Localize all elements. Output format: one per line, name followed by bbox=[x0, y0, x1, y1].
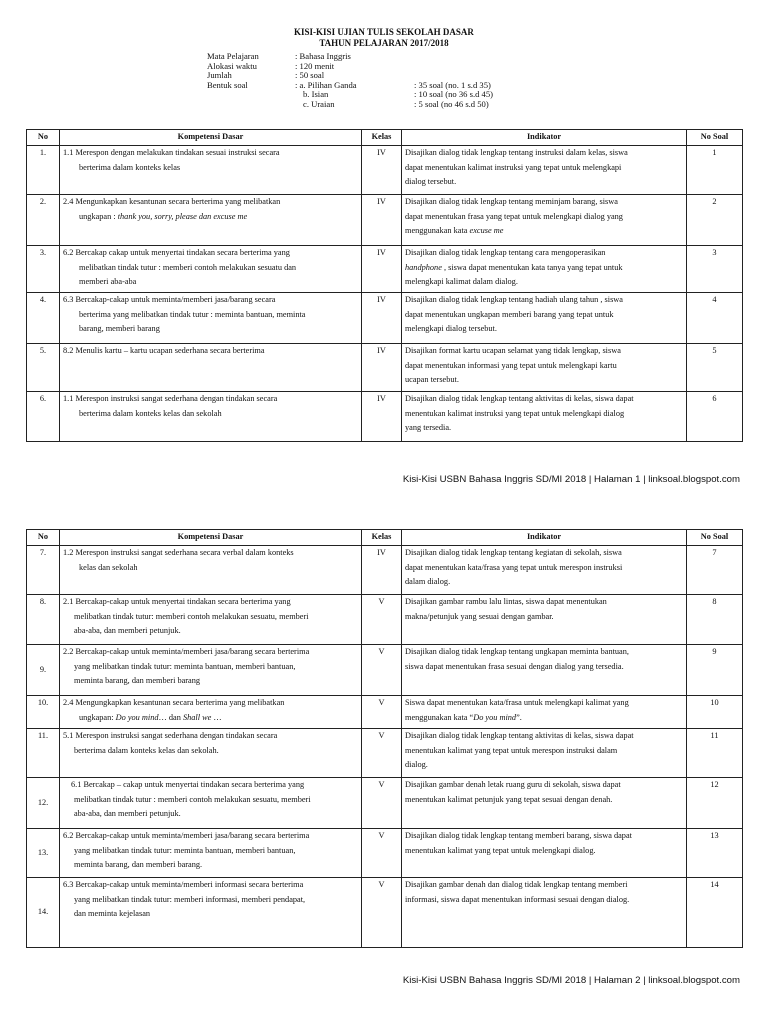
kd-line: 2.2 Bercakap-cakap untuk meminta/memberi jasa/barang secara berterima bbox=[63, 647, 310, 656]
kd-line: kelas dan sekolah bbox=[79, 562, 138, 572]
row-indikator bbox=[402, 729, 687, 778]
ind-line: informasi, siswa dapat menentukan informasi sesuai dengan dialog. bbox=[405, 894, 630, 904]
table-row bbox=[27, 778, 743, 829]
row-no: 3. bbox=[27, 246, 60, 293]
row-no: 12. bbox=[27, 778, 60, 829]
kd-line: melibatkan tindak tutur : memberi contoh melakukan sesuatu, memberi bbox=[74, 794, 311, 804]
ind-italic-text: handphone bbox=[405, 262, 442, 272]
kd-italic-text: thank you, sorry, please dan excuse me bbox=[117, 211, 248, 221]
row-kompetensi bbox=[60, 729, 362, 778]
kd-line: meminta barang, dan memberi barang. bbox=[74, 860, 203, 870]
row-indikator bbox=[402, 778, 687, 829]
jumlah-value: : 50 soal bbox=[295, 70, 325, 81]
ind-line bbox=[405, 261, 683, 276]
kisi-table-page-1 bbox=[26, 129, 743, 442]
row-indikator bbox=[402, 344, 687, 392]
row-kompetensi bbox=[60, 392, 362, 442]
row-no: 2. bbox=[27, 195, 60, 246]
row-kelas: V bbox=[362, 878, 402, 948]
row-no-soal: 14 bbox=[687, 878, 743, 948]
ind-line: ucapan tersebut. bbox=[405, 375, 459, 385]
ind-line: dapat menentukan frasa yang tepat untuk melengkapi dialog yang bbox=[405, 211, 623, 221]
row-kelas: V bbox=[362, 729, 402, 778]
table-row bbox=[27, 546, 743, 595]
row-no: 11. bbox=[27, 729, 60, 778]
row-no-soal: 7 bbox=[687, 546, 743, 595]
ind-line: Disajikan dialog tidak lengkap tentang cara mengoperasikan bbox=[405, 248, 606, 257]
row-indikator bbox=[402, 696, 687, 729]
ind-line bbox=[405, 711, 683, 726]
kd-line: 2.4 Mengunkapkan kesantunan secara berterima yang melibatkan bbox=[63, 197, 281, 206]
row-kompetensi bbox=[60, 829, 362, 878]
col-header-indikator: Indikator bbox=[402, 530, 687, 546]
ind-line: Disajikan gambar rambu lalu lintas, siswa dapat menentukan bbox=[405, 597, 607, 606]
ind-line: melengkapi kalimat dalam dialog. bbox=[405, 277, 518, 287]
ind-line: dalam dialog. bbox=[405, 577, 451, 587]
row-no-soal: 11 bbox=[687, 729, 743, 778]
ind-line: Disajikan dialog tidak lengkap tentang aktivitas di kelas, siswa dapat bbox=[405, 394, 634, 403]
ind-line: siswa dapat menentukan frasa sesuai dengan dialog yang tersedia. bbox=[405, 661, 624, 671]
row-indikator bbox=[402, 246, 687, 293]
col-header-no: No bbox=[27, 530, 60, 546]
kd-line: 6.3 Bercakap-cakap untuk meminta/memberi informasi secara berterima bbox=[63, 880, 304, 889]
col-header-kd: Kompetensi Dasar bbox=[60, 530, 362, 546]
row-indikator bbox=[402, 595, 687, 645]
row-no: 9. bbox=[27, 645, 60, 696]
kd-line: 1.1 Merespon dengan melakukan tindakan sesuai instruksi secara bbox=[63, 148, 280, 157]
table-row bbox=[27, 195, 743, 246]
row-indikator bbox=[402, 146, 687, 195]
kd-line bbox=[63, 210, 358, 225]
kd-line bbox=[63, 711, 358, 726]
ind-text: menggunakan kata “ bbox=[405, 712, 474, 722]
table-header-row bbox=[27, 530, 743, 546]
ind-line: Disajikan dialog tidak lengkap tentang aktivitas di kelas, siswa dapat bbox=[405, 731, 634, 740]
ind-italic-text: excuse me bbox=[469, 226, 504, 236]
kd-line: 8.2 Menulis kartu – kartu ucapan sederhana secara berterima bbox=[63, 346, 265, 355]
row-kelas: V bbox=[362, 829, 402, 878]
kd-line: 6.1 Bercakap – cakap untuk menyertai tindakan secara berterima yang bbox=[71, 780, 305, 789]
bentuk-c-count: : 5 soal (no 46 s.d 50) bbox=[414, 98, 489, 109]
ind-line: dialog tersebut. bbox=[405, 177, 457, 187]
row-kelas: V bbox=[362, 696, 402, 729]
ind-text: menggunakan kata bbox=[405, 226, 470, 236]
table-header-row bbox=[27, 130, 743, 146]
row-no: 7. bbox=[27, 546, 60, 595]
row-no-soal: 5 bbox=[687, 344, 743, 392]
col-header-no: No bbox=[27, 130, 60, 146]
row-no: 1. bbox=[27, 146, 60, 195]
kd-line: 6.2 Bercakap cakap untuk menyertai tindakan secara berterima yang bbox=[63, 248, 290, 257]
row-indikator bbox=[402, 195, 687, 246]
table-row bbox=[27, 729, 743, 778]
row-no: 8. bbox=[27, 595, 60, 645]
kd-text: … bbox=[211, 712, 222, 722]
col-header-kd: Kompetensi Dasar bbox=[60, 130, 362, 146]
kd-line: berterima dalam konteks kelas dan sekolah. bbox=[74, 745, 219, 755]
page-footer-1: Kisi-Kisi USBN Bahasa Inggris SD/MI 2018 | Halaman 1 | linksoal.blogspot.com bbox=[402, 474, 740, 485]
kd-italic-text: Shall we bbox=[182, 712, 212, 722]
kd-line: berterima yang melibatkan tindak tutur : meminta bantuan, meminta bbox=[79, 309, 306, 319]
row-no-soal: 2 bbox=[687, 195, 743, 246]
row-no-soal: 8 bbox=[687, 595, 743, 645]
col-header-no-soal: No Soal bbox=[687, 530, 743, 546]
kd-text: ungkapan : bbox=[79, 211, 118, 221]
bentuk-b-count: : 10 soal (no 36 s.d 45) bbox=[414, 89, 494, 100]
ind-line: menentukan kalimat yang tepat untuk merespon instruksi dalam bbox=[405, 745, 618, 755]
row-indikator bbox=[402, 829, 687, 878]
row-kompetensi bbox=[60, 546, 362, 595]
ind-line: menentukan kalimat instruksi yang tepat untuk melengkapi dialog bbox=[405, 408, 625, 418]
kd-text: ungkapan: bbox=[79, 712, 116, 722]
kd-line: melibatkan tindak tutur : memberi contoh melakukan sesuatu dan bbox=[79, 262, 297, 272]
row-kompetensi bbox=[60, 645, 362, 696]
table-row bbox=[27, 246, 743, 293]
kd-line: dan meminta kejelasan bbox=[74, 909, 151, 919]
row-kelas: IV bbox=[362, 546, 402, 595]
row-kompetensi bbox=[60, 195, 362, 246]
bentuk-label: Bentuk soal bbox=[207, 79, 248, 90]
ind-line: dapat menentukan informasi yang tepat untuk melengkapi kartu bbox=[405, 360, 617, 370]
bentuk-a: : a. Pilihan Ganda bbox=[295, 79, 357, 90]
exam-meta bbox=[207, 52, 547, 110]
row-no-soal: 13 bbox=[687, 829, 743, 878]
alokasi-value: : 120 menit bbox=[295, 60, 335, 71]
ind-line: makna/petunjuk yang sesuai dengan gambar. bbox=[405, 611, 554, 621]
kd-line: 5.1 Merespon instruksi sangat sederhana dengan tindakan secara bbox=[63, 731, 278, 740]
row-kompetensi bbox=[60, 595, 362, 645]
document-subtitle: TAHUN PELAJARAN 2017/2018 bbox=[319, 38, 449, 48]
row-no-soal: 6 bbox=[687, 392, 743, 442]
row-no: 6. bbox=[27, 392, 60, 442]
ind-line: Disajikan dialog tidak lengkap tentang instruksi dalam kelas, siswa bbox=[405, 148, 628, 157]
ind-line: yang tersedia. bbox=[405, 423, 452, 433]
kd-line: 6.2 Bercakap-cakap untuk meminta/memberi jasa/barang secara berterima bbox=[63, 831, 310, 840]
document-header bbox=[0, 27, 768, 49]
kd-line: yang melibatkan tindak tutur: meminta bantuan, memberi bantuan, bbox=[74, 661, 296, 671]
kd-line: 2.4 Mengungkapkan kesantunan secara berterima yang melibatkan bbox=[63, 698, 285, 707]
row-kelas: IV bbox=[362, 344, 402, 392]
col-header-kelas: Kelas bbox=[362, 130, 402, 146]
document-title: KISI-KISI UJIAN TULIS SEKOLAH DASAR bbox=[294, 27, 474, 37]
row-no-soal: 3 bbox=[687, 246, 743, 293]
kd-line: 1.1 Merespon instruksi sangat sederhana dengan tindakan secara bbox=[63, 394, 278, 403]
ind-line: Disajikan dialog tidak lengkap tentang meminjam barang, siswa bbox=[405, 197, 618, 206]
kd-line: barang, memberi barang bbox=[79, 324, 160, 334]
row-indikator bbox=[402, 392, 687, 442]
kd-line: 6.3 Bercakap-cakap untuk meminta/memberi jasa/barang secara bbox=[63, 295, 276, 304]
row-no: 13. bbox=[27, 829, 60, 878]
kd-line: aba-aba, dan memberi petunjuk. bbox=[74, 809, 181, 819]
table-row bbox=[27, 878, 743, 948]
row-indikator bbox=[402, 293, 687, 344]
kd-line: aba-aba, dan memberi petunjuk. bbox=[74, 626, 181, 636]
ind-line: Disajikan dialog tidak lengkap tentang memberi barang, siswa dapat bbox=[405, 831, 632, 840]
kd-italic-text: Do you mind bbox=[115, 712, 159, 722]
row-kelas: IV bbox=[362, 146, 402, 195]
col-header-no-soal: No Soal bbox=[687, 130, 743, 146]
ind-line: Disajikan dialog tidak lengkap tentang hadiah ulang tahun , siswa bbox=[405, 295, 623, 304]
row-indikator bbox=[402, 878, 687, 948]
row-kompetensi bbox=[60, 696, 362, 729]
row-kompetensi bbox=[60, 778, 362, 829]
row-no: 14. bbox=[27, 878, 60, 948]
mapel-label: Mata Pelajaran bbox=[207, 51, 259, 61]
bentuk-c: c. Uraian bbox=[303, 98, 335, 109]
ind-line: Disajikan gambar denah dan dialog tidak lengkap tentang memberi bbox=[405, 880, 628, 889]
kd-line: berterima dalam konteks kelas bbox=[79, 162, 181, 172]
row-kompetensi bbox=[60, 246, 362, 293]
jumlah-label: Jumlah bbox=[207, 70, 232, 81]
ind-line bbox=[405, 224, 683, 239]
col-header-kelas: Kelas bbox=[362, 530, 402, 546]
table-row bbox=[27, 829, 743, 878]
mapel-value: : Bahasa Inggris bbox=[295, 51, 351, 61]
ind-line: Siswa dapat menentukan kata/frasa untuk melengkapi kalimat yang bbox=[405, 698, 629, 707]
row-kelas: V bbox=[362, 645, 402, 696]
row-kelas: V bbox=[362, 778, 402, 829]
kd-line: yang melibatkan tindak tutur: memberi informasi, memberi pendapat, bbox=[74, 894, 306, 904]
row-no-soal: 4 bbox=[687, 293, 743, 344]
row-no-soal: 10 bbox=[687, 696, 743, 729]
table-row bbox=[27, 645, 743, 696]
ind-line: Disajikan dialog tidak lengkap tentang kegiatan di sekolah, siswa bbox=[405, 548, 622, 557]
ind-text: ”. bbox=[516, 712, 522, 722]
kd-line: memberi aba-aba bbox=[79, 277, 137, 287]
kd-text: … dan bbox=[158, 712, 183, 722]
col-header-indikator: Indikator bbox=[402, 130, 687, 146]
row-no: 10. bbox=[27, 696, 60, 729]
kisi-table-page-2 bbox=[26, 529, 743, 948]
row-kompetensi bbox=[60, 344, 362, 392]
kd-line: berterima dalam konteks kelas dan sekolah bbox=[79, 408, 222, 418]
table-row bbox=[27, 344, 743, 392]
row-no: 5. bbox=[27, 344, 60, 392]
table-row bbox=[27, 146, 743, 195]
row-no-soal: 1 bbox=[687, 146, 743, 195]
ind-line: dapat menentukan ungkapan memberi barang yang tepat untuk bbox=[405, 309, 614, 319]
ind-line: menentukan kalimat yang tepat untuk melengkapi dialog. bbox=[405, 845, 596, 855]
table-row bbox=[27, 293, 743, 344]
row-indikator bbox=[402, 546, 687, 595]
ind-line: dapat menentukan kalimat instruksi yang tepat untuk melengkapi bbox=[405, 162, 622, 172]
row-kelas: IV bbox=[362, 195, 402, 246]
table-row bbox=[27, 595, 743, 645]
row-kelas: V bbox=[362, 595, 402, 645]
alokasi-label: Alokasi waktu bbox=[207, 60, 257, 71]
row-no: 4. bbox=[27, 293, 60, 344]
row-no-soal: 12 bbox=[687, 778, 743, 829]
ind-line: dialog. bbox=[405, 760, 428, 770]
ind-line: Disajikan format kartu ucapan selamat yang tidak lengkap, siswa bbox=[405, 346, 621, 355]
table-row bbox=[27, 392, 743, 442]
ind-italic-text: Do you mind bbox=[473, 712, 517, 722]
kd-line: meminta barang, dan memberi barang bbox=[74, 676, 201, 686]
ind-text: , siswa dapat menentukan kata tanya yang tepat untuk bbox=[441, 262, 623, 272]
row-kelas: IV bbox=[362, 392, 402, 442]
row-kompetensi bbox=[60, 293, 362, 344]
table-row bbox=[27, 696, 743, 729]
kd-line: 2.1 Bercakap-cakap untuk menyertai tindakan secara berterima yang bbox=[63, 597, 291, 606]
kd-line: melibatkan tindak tutur: memberi contoh melakukan sesuatu, memberi bbox=[74, 611, 309, 621]
bentuk-b: b. Isian bbox=[303, 89, 329, 100]
kd-line: 1.2 Merespon instruksi sangat sederhana secara verbal dalam konteks bbox=[63, 548, 294, 557]
ind-line: melengkapi dialog tersebut. bbox=[405, 324, 497, 334]
row-kompetensi bbox=[60, 146, 362, 195]
ind-line: dapat menentukan kata/frasa yang tepat untuk merespon instruksi bbox=[405, 562, 623, 572]
row-no-soal: 9 bbox=[687, 645, 743, 696]
page-footer-2: Kisi-Kisi USBN Bahasa Inggris SD/MI 2018 | Halaman 2 | linksoal.blogspot.com bbox=[402, 975, 740, 986]
row-kelas: IV bbox=[362, 293, 402, 344]
ind-line: Disajikan dialog tidak lengkap tentang ungkapan meminta bantuan, bbox=[405, 647, 629, 656]
row-indikator bbox=[402, 645, 687, 696]
ind-line: menentukan kalimat petunjuk yang tepat sesuai dengan denah. bbox=[405, 794, 613, 804]
ind-line: Disajikan gambar denah letak ruang guru di sekolah, siswa dapat bbox=[405, 780, 621, 789]
kd-line: yang melibatkan tindak tutur: meminta bantuan, memberi bantuan, bbox=[74, 845, 296, 855]
row-kelas: IV bbox=[362, 246, 402, 293]
row-kompetensi bbox=[60, 878, 362, 948]
bentuk-a-count: : 35 soal (no. 1 s.d 35) bbox=[414, 79, 491, 90]
